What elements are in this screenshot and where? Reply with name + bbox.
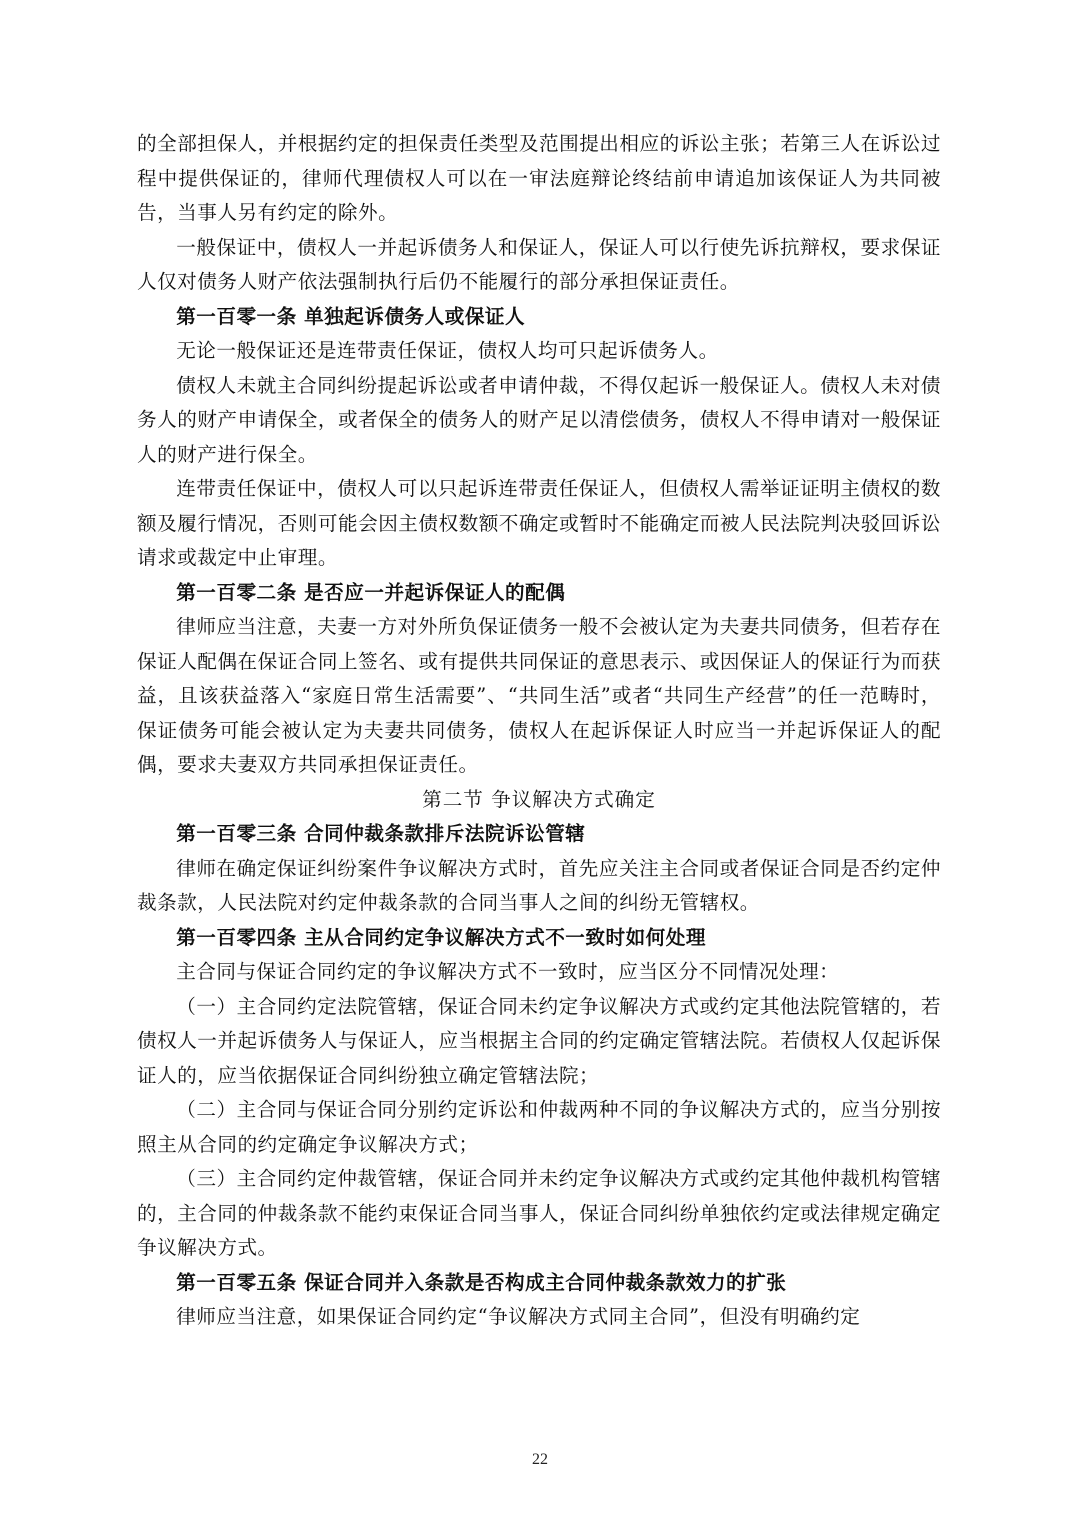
page-number: 22 [532,1451,548,1468]
list-item: （二）主合同与保证合同分别约定诉讼和仲裁两种不同的争议解决方式的，应当分别按照主从合同的约定确定争议解决方式； [137,1098,941,1156]
article-heading-101: 第一百零一条 单独起诉债务人或保证人 [176,304,526,328]
paragraph: 律师应当注意，如果保证合同约定“争议解决方式同主合同”，但没有明确约定 [176,1305,861,1328]
paragraph: 主合同与保证合同约定的争议解决方式不一致时，应当区分不同情况处理： [176,960,840,983]
article-heading-103: 第一百零三条 合同仲裁条款排斥法院诉讼管辖 [176,822,586,845]
document-body [137,127,941,1335]
article-heading-102: 第一百零二条 是否应一并起诉保证人的配偶 [176,580,566,604]
paragraph-continuation: 的全部担保人，并根据约定的担保责任类型及范围提出相应的诉讼主张；若第三人在诉讼过程中提供保证的，律师代理债权人可以在一审法庭辩论终结前申请追加该保证人为共同被告，当事人另有约定的除外。 [137,132,941,224]
list-item: （三）主合同约定仲裁管辖，保证合同并未约定争议解决方式或约定其他仲裁机构管辖的，主合同的仲裁条款不能约束保证合同当事人，保证合同纠纷单独依约定或法律规定确定争议解决方式。 [137,1167,941,1259]
paragraph: 无论一般保证还是连带责任保证，债权人均可只起诉债务人。 [176,339,719,362]
paragraph: 律师在确定保证纠纷案件争议解决方式时，首先应关注主合同或者保证合同是否约定仲裁条款，人民法院对约定仲裁条款的合同当事人之间的纠纷无管辖权。 [137,856,941,914]
article-heading-105: 第一百零五条 保证合同并入条款是否构成主合同仲裁条款效力的扩张 [176,1270,787,1294]
paragraph: 债权人未就主合同纠纷提起诉讼或者申请仲裁，不得仅起诉一般保证人。债权人未对债务人的财产申请保全，或者保全的债务人的财产足以清偿债务，债权人不得申请对一般保证人的财产进行保全。 [137,373,941,466]
paragraph: 一般保证中，债权人一并起诉债务人和保证人，保证人可以行使先诉抗辩权，要求保证人仅对债务人财产依法强制执行后仍不能履行的部分承担保证责任。 [137,235,941,293]
paragraph: 连带责任保证中，债权人可以只起诉连带责任保证人，但债权人需举证证明主债权的数额及履行情况，否则可能会因主债权数额不确定或暂时不能确定而被人民法院判决驳回诉讼请求或裁定中止审理。 [137,477,941,569]
article-heading-104: 第一百零四条 主从合同约定争议解决方式不一致时如何处理 [176,925,706,949]
paragraph: 律师应当注意，夫妻一方对外所负保证债务一般不会被认定为夫妻共同债务，但若存在保证人配偶在保证合同上签名、或有提供共同保证的意思表示、或因保证人的保证行为而获益，且该获益落入“家庭日常生活需要”、“共同生活”或者“共同生产经营”的任一范畴时，保证债务可能会被认定为夫妻共同债务，债权人在起诉保证人时应当一并起诉保证人的配偶，要求夫妻双方共同承担保证责任。 [137,615,941,776]
section-heading: 第二节 争议解决方式确定 [422,787,656,811]
list-item: （一）主合同约定法院管辖，保证合同未约定争议解决方式或约定其他法院管辖的，若债权人一并起诉债务人与保证人，应当根据主合同的约定确定管辖法院。若债权人仅起诉保证人的，应当依据保证合同纠纷独立确定管辖法院； [137,994,941,1087]
